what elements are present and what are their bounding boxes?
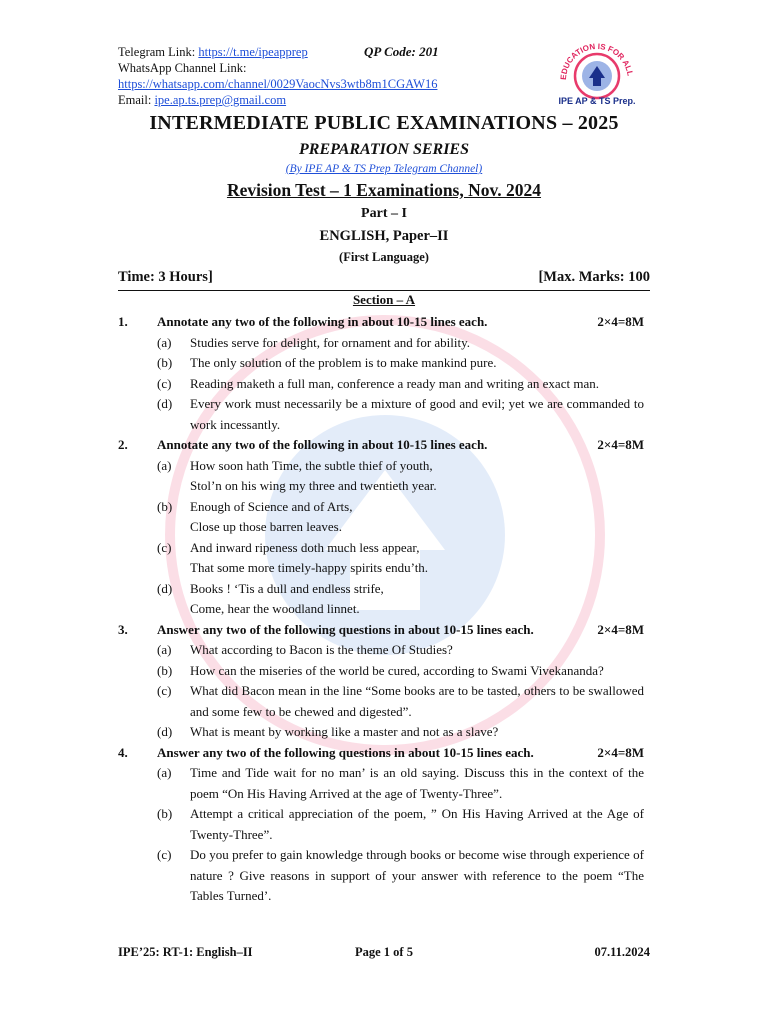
question-number: 4. (118, 744, 128, 760)
option-line: Books ! ‘Tis a dull and endless strife, (190, 580, 384, 596)
option-label: (a) (157, 457, 172, 473)
question-marks: 2×4=8M (597, 314, 644, 329)
question-marks: 2×4=8M (597, 437, 644, 452)
option-line: Studies serve for delight, for ornament and for ability. (190, 334, 471, 350)
footer-page: Page 1 of 5 (355, 945, 413, 959)
channel-logo (544, 36, 650, 110)
option-line: Enough of Science and of Arts, (190, 498, 353, 514)
option-line: Time and Tide wait for no man’ is an old saying. Discuss this in the context of the poem “On His Having Arrived at the age of Twenty-Three”. (190, 765, 644, 801)
question-option (157, 497, 644, 538)
option-label: (b) (157, 498, 173, 514)
option-text (190, 804, 644, 845)
question-marks: 2×4=8M (597, 621, 644, 637)
option-line: How can the miseries of the world be cured, according to Swami Vivekananda? (190, 662, 604, 678)
option-label: (d) (157, 396, 173, 411)
paper-label: ENGLISH, Paper–II (319, 228, 449, 244)
option-line: Do you prefer to gain knowledge through books or become wise through experience of nature ? Give reasons in support of your answer with reference to the poem “The Tables Turned’. (190, 847, 644, 903)
option-label: (d) (157, 580, 173, 596)
option-label: (c) (157, 847, 172, 862)
option-label: (a) (157, 334, 172, 350)
question-list (118, 312, 644, 907)
option-text (190, 763, 644, 804)
option-label: (a) (157, 765, 172, 780)
series-title: PREPARATION SERIES (299, 141, 469, 158)
email-link[interactable]: ipe.ap.ts.prep@gmail.com (154, 93, 287, 107)
footer-date: 07.11.2024 (594, 945, 650, 959)
part-label: Part – I (361, 206, 407, 221)
option-line: The only solution of the problem is to make mankind pure. (190, 355, 497, 370)
footer-code: IPE’25: RT-1: English–II (118, 945, 253, 959)
question-text: Annotate any two of the following in about 10-15 lines each. (157, 314, 488, 329)
question-text: Answer any two of the following questions in about 10-15 lines each. (157, 621, 534, 637)
question-heading (118, 312, 644, 333)
question-1 (118, 312, 644, 435)
whatsapp-link[interactable]: https://whatsapp.com/channel/0029VaocNvs3wtb8m1CGAW16 (118, 77, 438, 91)
option-line: How soon hath Time, the subtle thief of youth, (190, 457, 433, 473)
qp-code: QP Code: 201 (364, 44, 439, 59)
option-text (190, 579, 644, 620)
question-option (157, 456, 644, 497)
max-marks: [Max. Marks: 100 (538, 269, 650, 285)
option-label: (b) (157, 806, 173, 821)
option-text (190, 374, 644, 395)
section-heading: Section – A (352, 292, 416, 307)
option-label: (c) (157, 683, 172, 698)
question-option (157, 722, 644, 743)
question-marks: 2×4=8M (597, 744, 644, 760)
option-line: Attempt a critical appreciation of the poem, ” On His Having Arrived at the Age of Twenty-Three”. (190, 806, 644, 842)
divider (118, 290, 650, 291)
option-line: What did Bacon mean in the line “Some books are to be tasted, others to be swallowed and some few to be chewed and digested”. (190, 683, 644, 719)
option-line: That some more timely-happy spirits endu’th. (190, 560, 429, 575)
question-text: Annotate any two of the following in about 10-15 lines each. (157, 437, 488, 452)
question-4 (118, 743, 644, 907)
option-label: (d) (157, 724, 173, 739)
option-line: And inward ripeness doth much less appear, (190, 539, 420, 555)
series-credit: (By IPE AP & TS Prep Telegram Channel) (285, 163, 483, 175)
whatsapp-label: WhatsApp Channel Link: (118, 61, 247, 75)
option-text (190, 456, 644, 497)
question-option (157, 845, 644, 907)
question-option (157, 763, 644, 804)
option-line: Come, hear the woodland linnet. (190, 601, 360, 616)
question-number: 1. (118, 314, 128, 329)
question-text: Answer any two of the following questions in about 10-15 lines each. (157, 744, 534, 760)
time-allowed: Time: 3 Hours] (118, 269, 213, 285)
question-option (157, 374, 644, 395)
option-text (190, 353, 644, 374)
question-number: 2. (118, 437, 128, 452)
option-label: (c) (157, 375, 172, 391)
question-option (157, 804, 644, 845)
logo-caption: IPE AP & TS Prep. (558, 96, 636, 106)
option-label: (b) (157, 355, 173, 370)
question-option (157, 661, 644, 682)
option-label: (a) (157, 642, 172, 657)
option-line: What is meant by working like a master and not as a slave? (190, 724, 499, 739)
question-option (157, 333, 644, 354)
option-text (190, 394, 644, 435)
option-line: Close up those barren leaves. (190, 519, 342, 534)
option-text (190, 538, 644, 579)
logo-arc-text: EDUCATION IS FOR ALL (558, 41, 635, 81)
question-heading (118, 620, 644, 641)
option-text (190, 661, 644, 682)
telegram-label: Telegram Link: (118, 45, 199, 59)
option-label: (b) (157, 662, 173, 678)
telegram-link[interactable]: https://t.me/ipeapprep (198, 45, 308, 59)
option-text (190, 497, 644, 538)
question-option (157, 681, 644, 722)
question-number: 3. (118, 621, 128, 637)
option-text (190, 722, 644, 743)
option-label: (c) (157, 539, 172, 555)
email-label: Email: (118, 93, 155, 107)
question-2 (118, 435, 644, 620)
option-text (190, 681, 644, 722)
option-line: Stol’n on his wing my three and twentieth year. (190, 478, 437, 493)
option-text (190, 640, 644, 661)
option-line: What according to Bacon is the theme Of Studies? (190, 642, 453, 657)
option-line: Every work must necessarily be a mixture of good and evil; yet we are commanded to work incessantly. (190, 396, 644, 432)
language-label: (First Language) (339, 250, 429, 264)
question-option (157, 394, 644, 435)
option-text (190, 333, 644, 354)
option-line: Reading maketh a full man, conference a ready man and writing an exact man. (190, 375, 599, 391)
question-option (157, 538, 644, 579)
option-text (190, 845, 644, 907)
exam-title: INTERMEDIATE PUBLIC EXAMINATIONS – 2025 (149, 112, 619, 134)
question-option (157, 353, 644, 374)
question-option (157, 579, 644, 620)
question-option (157, 640, 644, 661)
question-heading (118, 435, 644, 456)
question-heading (118, 743, 644, 764)
question-3 (118, 620, 644, 743)
revision-title: Revision Test – 1 Examinations, Nov. 2024 (226, 180, 542, 200)
